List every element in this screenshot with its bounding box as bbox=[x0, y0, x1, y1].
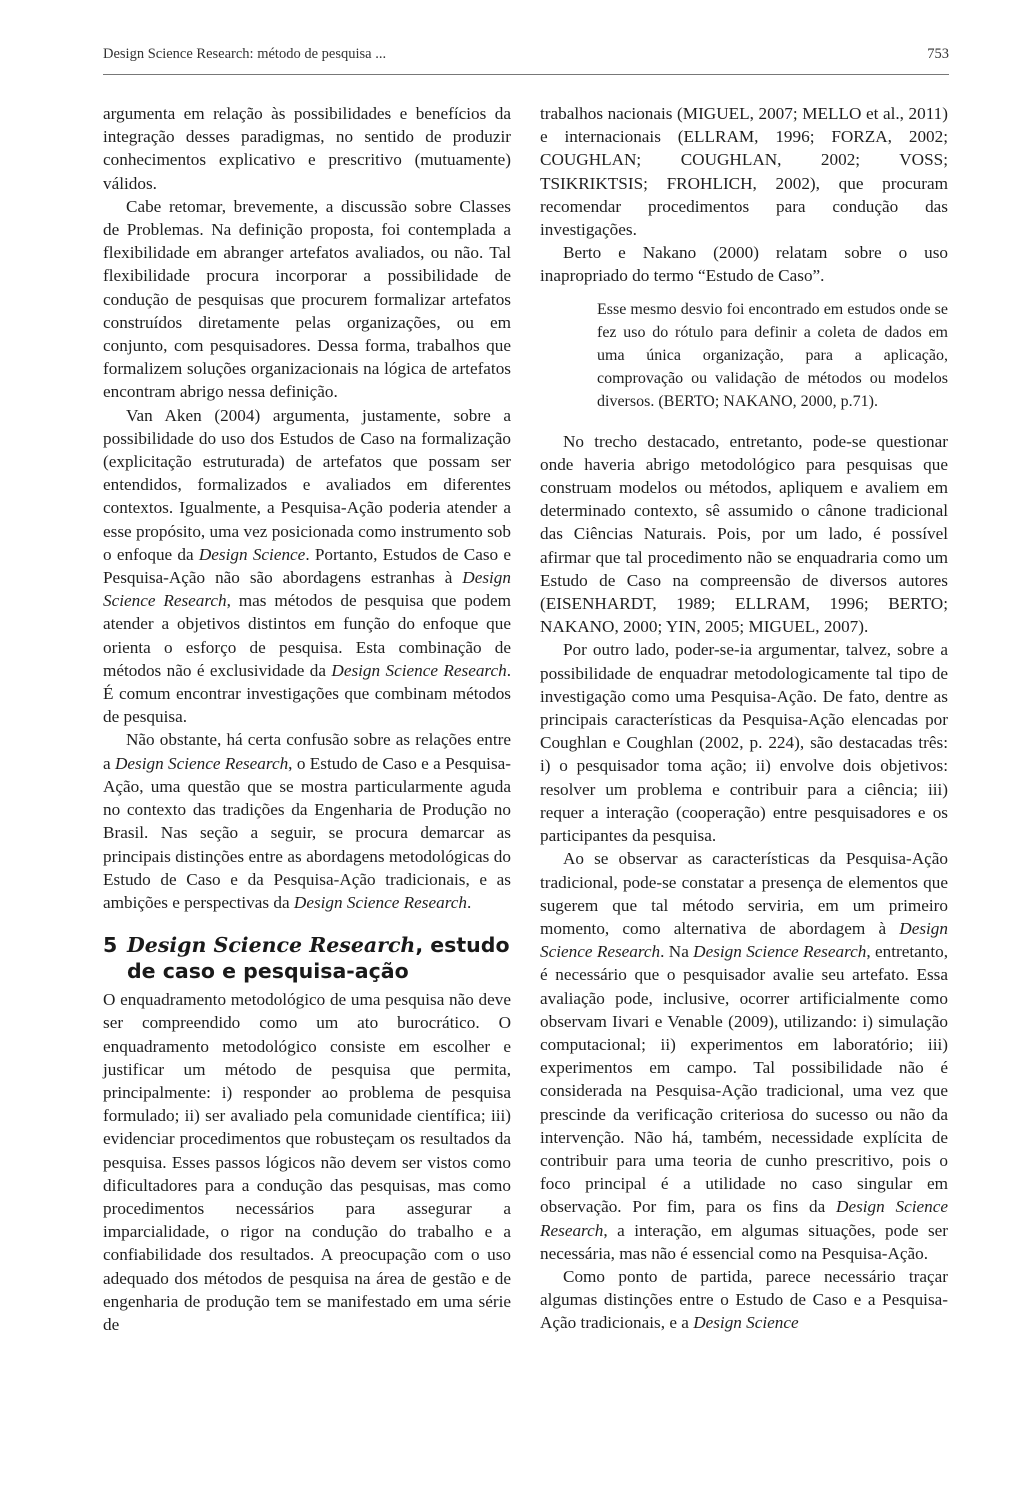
section-heading bbox=[103, 932, 511, 984]
italic-term: Design Science Research bbox=[293, 892, 467, 912]
paragraph: Van Aken (2004) argumenta, justamente, sobre a possibilidade do uso dos Estudos de Caso na formalização (explicitação estruturada) de artefatos que possam ser entendidos, formalizados e avaliados em diferentes contextos. Igualmente, a Pesquisa-Ação poderia atender a esse propósito, uma vez posicionada como instrumento sob o enfoque da Design Science. Portanto, Estudos de Caso e Pesquisa-Ação não são abordagens estranhas à Design Science Research, mas métodos de pesquisa que podem atender a objetivos distintos em função do enfoque que orienta o esforço de pesquisa. Esta combinação de métodos não é exclusividade da Design Science Research. É comum encontrar investigações que combinam métodos de pesquisa. bbox=[103, 405, 511, 727]
paragraph: Cabe retomar, brevemente, a discussão sobre Classes de Problemas. Na definição proposta, foi contemplada a flexibilidade em abranger artefatos avaliados, ou não. Tal flexibilidade procura incorporar a possibilidade de condução de pesquisas que procurem formalizar artefatos construídos diretamente pelas organizações, ou em conjunto, com pesquisadores. Dessa forma, trabalhos que formalizem soluções organizacionais na lógica de artefatos encontram abrigo nessa definição. bbox=[103, 196, 511, 402]
block-quote: Esse mesmo desvio foi encontrado em estudos onde se fez uso do rótulo para definir a coleta de dados em uma única organização, para a aplicação, comprovação ou validação de métodos ou modelos diversos. (BERTO; NAKANO, 2000, p.71). bbox=[597, 300, 948, 411]
italic-term: Design Science Research bbox=[114, 753, 289, 773]
italic-term: Design Science Research bbox=[540, 918, 948, 962]
paragraph: No trecho destacado, entretanto, pode-se questionar onde haveria abrigo metodológico para pesquisas que construam modelos ou métodos, apliquem e avaliem em determinado contexto, sê assumido o cânone tradicional das Ciências Naturais. Pois, por um lado, é possível afirmar que tal procedimento não se enquadraria como um Estudo de Caso na compreensão de diversos autores (EISENHARDT, 1989; ELLRAM, 1996; BERTO; NAKANO, 2000; YIN, 2005; MIGUEL, 2007). bbox=[540, 431, 948, 637]
paragraph: argumenta em relação às possibilidades e benefícios da integração desses paradigmas, no sentido de produzir conhecimentos explicativo e prescritivo (mutuamente) válidos. bbox=[103, 104, 511, 193]
italic-term: Design Science Research bbox=[540, 1197, 948, 1240]
italic-term: Design Science Research bbox=[693, 942, 867, 962]
paragraph: Ao se observar as características da Pesquisa-Ação tradicional, pode-se constatar a presença de elementos que sugerem que tal método serviria, em um primeiro momento, como alternativa de abordagem à Design Science Research. Na Design Science Research, entretanto, é necessário que o pesquisador avalie seu artefato. Essa avaliação pode, inclusive, ocorrer artificialmente como observam Iivari e Venable (2009), utilizando: i) simulação computacional; ii) experimentos em laboratório; iii) experimentos em campo. Tal possibilidade não é considerada na Pesquisa-Ação tradicional, uma vez que prescinde da verificação criteriosa do sucesso ou não da intervenção. Não há, também, necessidade explícita de contribuir para uma teoria de cunho prescritivo, pois o foco principal é a utilidade no caso singular em observação. Por fim, para os fins da Design Science Research, a interação, em algumas situações, pode ser necessária, mas não é essencial como na Pesquisa-Ação. bbox=[540, 849, 948, 1263]
paragraph: Por outro lado, poder-se-ia argumentar, talvez, sobre a possibilidade de enquadrar metodologicamente tal tipo de investigação como uma Pesquisa-Ação. De fato, dentre as principais características da Pesquisa-Ação elencadas por Coughlan e Coughlan (2002, p. 224), são destacadas três: i) o pesquisador toma ação; ii) envolve dois objetivos: resolver um problema e contribuir para a ciência; iii) requer a interação (cooperação) entre pesquisadores e os participantes da pesquisa. bbox=[540, 640, 948, 846]
right-column bbox=[540, 102, 948, 1335]
paragraph: Berto e Nakano (2000) relatam sobre o uso inapropriado do termo “Estudo de Caso”. bbox=[540, 243, 948, 286]
italic-term: Design Science bbox=[693, 1313, 799, 1333]
page-number: 753 bbox=[927, 46, 949, 62]
paragraph: trabalhos nacionais (MIGUEL, 2007; MELLO et al., 2011) e internacionais (ELLRAM, 1996; FORZA, 2002; COUGHLAN; COUGHLAN, 2002; VOSS; TSIKRIKTSIS; FROHLICH, 2002), que procuram recomendar procedimentos para condução das investigações. bbox=[540, 104, 948, 240]
italic-term: Design Science bbox=[198, 544, 306, 564]
paragraph: Como ponto de partida, parece necessário traçar algumas distinções entre o Estudo de Caso e a Pesquisa-Ação tradicionais, e a Design Science bbox=[540, 1266, 948, 1333]
header-rule bbox=[103, 74, 949, 75]
running-title: Design Science Research: método de pesquisa ... bbox=[103, 46, 387, 62]
paragraph: O enquadramento metodológico de uma pesquisa não deve ser compreendido como um ato burocrático. O enquadramento metodológico consiste em escolher e justificar um método de pesquisa que permita, principalmente: i) responder ao problema de pesquisa formulado; ii) ser avaliado pela comunidade científica; iii) evidenciar procedimentos que robusteçam os resultados da pesquisa. Esses passos lógicos não devem ser vistos como dificultadores para a condução das pesquisas, mas como procedimentos necessários para assegurar a imparcialidade, o rigor na condução do trabalho e a confiabilidade dos resultados. A preocupação com o uso adequado dos métodos de pesquisa na área de gestão e de engenharia de produção tem se manifestado em uma série de bbox=[103, 990, 511, 1334]
paragraph: Não obstante, há certa confusão sobre as relações entre a Design Science Research, o Estudo de Caso e a Pesquisa-Ação, uma questão que se mostra particularmente aguda no contexto das tradições da Engenharia de Produção no Brasil. Nas seção a seguir, se procura demarcar as principais distinções entre as abordagens metodológicas do Estudo de Caso e da Pesquisa-Ação tradicionais, e as ambições e perspectivas da Design Science Research. bbox=[103, 730, 511, 912]
section-title: Design Science Research, estudo de caso e pesquisa-ação bbox=[127, 933, 510, 984]
section-number: 5 bbox=[103, 933, 118, 958]
left-column bbox=[103, 102, 511, 1336]
running-head bbox=[103, 46, 949, 63]
italic-term: Design Science Research bbox=[103, 568, 511, 611]
italic-term: Design Science Research bbox=[331, 660, 507, 680]
